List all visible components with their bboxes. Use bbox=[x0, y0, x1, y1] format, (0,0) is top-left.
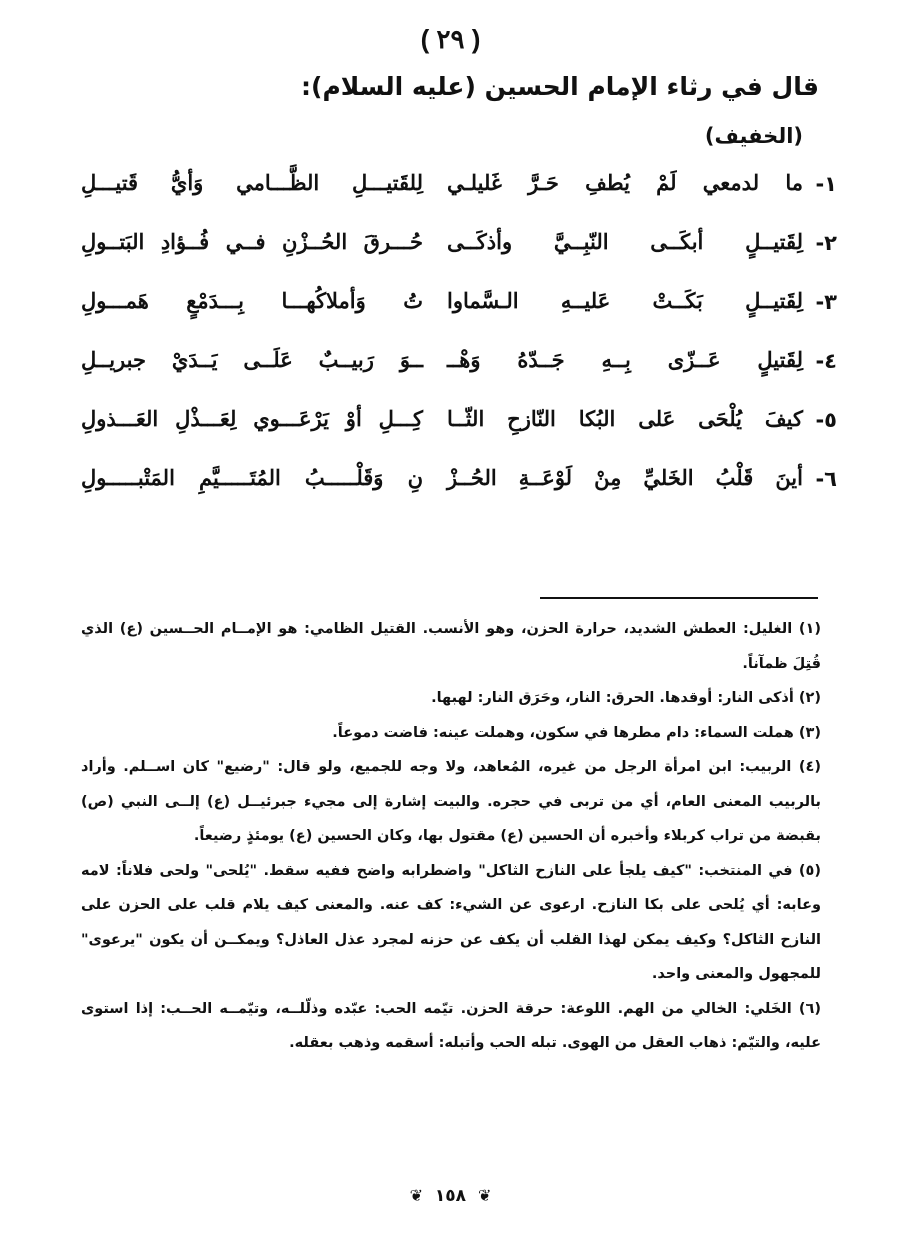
page-footer bbox=[0, 1186, 901, 1206]
verse-number: ٢- bbox=[815, 231, 837, 255]
verse-row bbox=[0, 276, 901, 335]
verse-row bbox=[0, 394, 901, 453]
verse-first-hemistich: كيفَ يُلْحَى عَلى البُكا النّازحِ الثّــا bbox=[447, 406, 803, 431]
ornament-left-icon: ❦ bbox=[409, 1186, 423, 1205]
footnote: (٢) أذكى النار: أوقدها. الحرق: النار، وحَرَق النار: لهبها. bbox=[431, 690, 821, 706]
verse-number: ١- bbox=[815, 172, 837, 196]
verse-number: ٥- bbox=[815, 408, 837, 432]
verse-number: ٤- bbox=[815, 349, 837, 373]
verse-second-hemistich: لِلقَتيـــلِ الظَّـــامي وَأيُّ قَتيـــلِ bbox=[81, 170, 423, 195]
verse-second-hemistich: حُـــرقَ الحُــزْنِ فــي فُــؤادِ البَتــولِ bbox=[81, 229, 423, 254]
verse-first-hemistich: ما لدمعي لَمْ يُطفِ حَـرَّ غَليلـي bbox=[447, 170, 803, 195]
verse-second-hemistich: ــوَ رَبيــبٌ عَلَــى يَــدَيْ جبريــلِ bbox=[81, 347, 423, 372]
verse-number: ٦- bbox=[815, 467, 837, 491]
footnote: (٣) هملت السماء: دام مطرها في سكون، وهملت عينه: فاضت دموعاً. bbox=[332, 724, 821, 741]
verses-block bbox=[0, 158, 901, 512]
footnote: (١) الغليل: العطش الشديد، حرارة الحزن، وهو الأنسب. القتيل الظامي: هو الإمــام الحــسين (ع) الذي قُتِلَ ظمآناً. bbox=[81, 621, 821, 672]
verse-second-hemistich: كِـــلِ أوْ يَرْعَـــوي لِعَـــذْلِ العَـــذولِ bbox=[81, 406, 423, 431]
verse-row bbox=[0, 158, 901, 217]
footnote: (٦) الخَلي: الخالي من الهم. اللوعة: حرقة الحزن. تيّمه الحب: عبّده وذلّلــه، وتيّمــه الحــب: إذا استوى عليه، والتيّم: ذهاب العقل من الهوى. تبله الحب وأتبله: أسقمه وذهب بعقله. bbox=[81, 1000, 821, 1051]
poem-heading: قال في رثاء الإمام الحسين (عليه السلام): bbox=[301, 72, 819, 101]
verse-first-hemistich: لِقَتيــلٍ بَكَــتْ عَليــهِ الـسَّماوا bbox=[447, 288, 803, 313]
verse-row bbox=[0, 453, 901, 512]
footnotes-block bbox=[81, 612, 821, 1061]
verse-first-hemistich: أينَ قَلْبُ الخَليِّ مِنْ لَوْعَــةِ الحُــزْ bbox=[447, 465, 803, 490]
verse-row bbox=[0, 335, 901, 394]
ornament-right-icon: ❦ bbox=[477, 1186, 492, 1205]
verse-second-hemistich: نِ وَقَلْـــــبُ المُتَـــــيَّمِ المَتْبـــــولِ bbox=[81, 465, 423, 490]
poem-meter: (الخفيف) bbox=[704, 124, 803, 148]
verse-number: ٣- bbox=[815, 290, 837, 314]
footnote-divider bbox=[540, 597, 818, 599]
verse-row bbox=[0, 217, 901, 276]
verse-second-hemistich: تُ وَأملاكُهـــا بِـــدَمْعٍ هَمـــولِ bbox=[81, 288, 423, 313]
footnote: (٥) في المنتخب: "كيف يلجأ على النازح الثاكل" واضطرابه واضح ففيه سقط. "يُلحى" ولحى فلاناً: لامه وعابه: أي يُلحى على بكا النازح. ارعوى عن الشيء: كف عنه. والمعنى كيف يلام قلب على الحزن على النازح الثاكل؟ وكيف يمكن لهذا القلب أن يكف عن حزنه لمجرد عذل العاذل؟ ويمكــن أن يكون "يرعوى" للمجهول والمعنى واحد. bbox=[81, 862, 821, 982]
page-number: ١٥٨ bbox=[434, 1186, 467, 1206]
footnote: (٤) الربيب: ابن امرأة الرجل من غيره، المُعاهد، ولا وجه للجميع، ولو قال: "رضيع" كان اســلم. وأراد بالربيب المعنى العام، أي من تربى في حجره. والبيت إشارة إلى مجيء جبرئيــل (ع) إلــى النبي (ص) بقبضة من تراب كربلاء وأخبره أن الحسين (ع) مقتول بها، وكان الحسين (ع) يومئذٍ رضيعاً. bbox=[81, 759, 821, 844]
verse-first-hemistich: لِقَتيلٍ عَــزّى بِــهِ جَــدّهُ وَهْــ bbox=[447, 347, 803, 372]
verse-first-hemistich: لِقَتيــلٍ أبكَــى النّبِــيَّ وأذكَــى bbox=[447, 229, 803, 254]
poem-number: ( ٢٩ ) bbox=[420, 24, 481, 54]
